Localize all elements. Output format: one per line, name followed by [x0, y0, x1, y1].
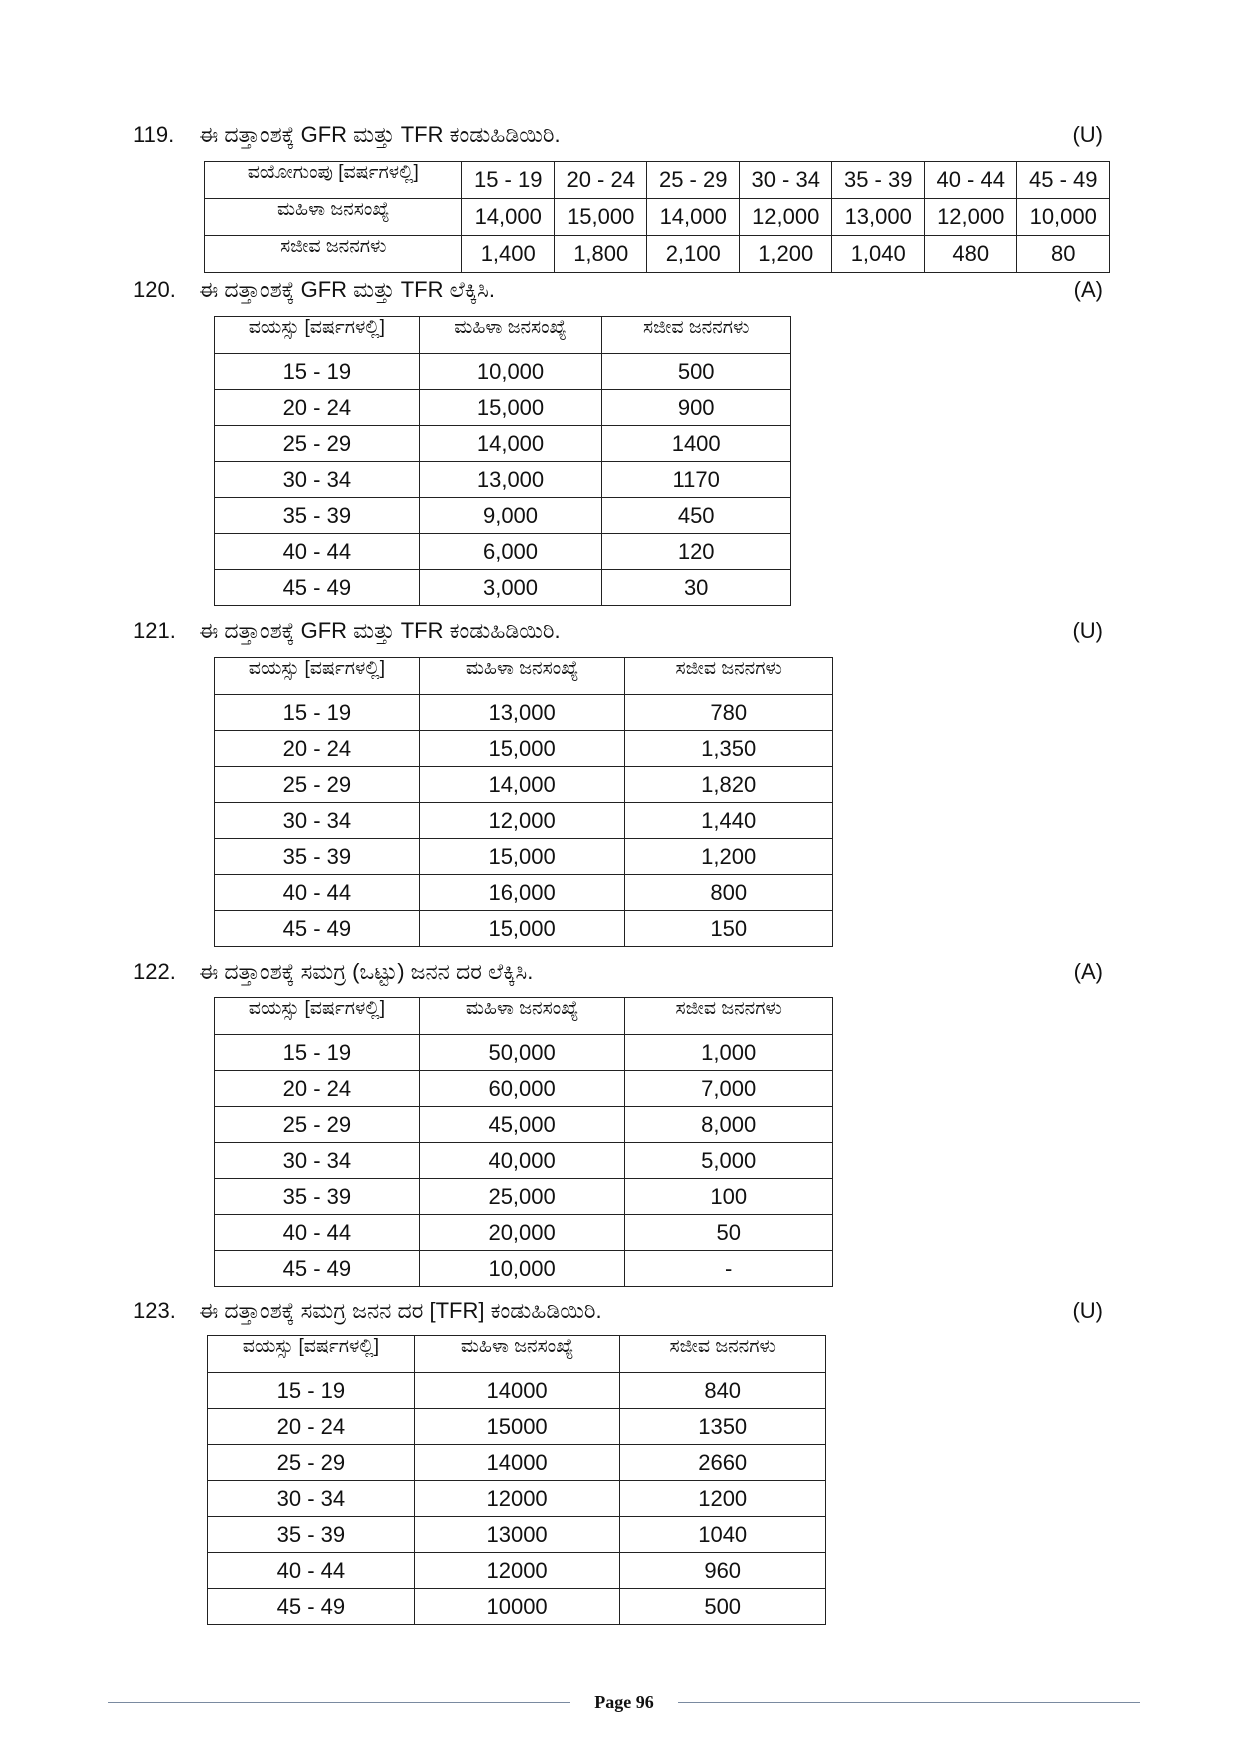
table-row — [208, 1481, 826, 1517]
table-cell: 25 - 29 — [215, 767, 420, 803]
table-cell: 50,000 — [419, 1035, 625, 1071]
table-cell: 1400 — [602, 426, 791, 462]
column-header: ಸಜೀವ ಜನನಗಳು — [625, 658, 833, 695]
table-cell: 30 - 34 — [208, 1481, 415, 1517]
table-row — [215, 695, 833, 731]
column-header: ವಯಸ್ಸು [ವರ್ಷಗಳಲ್ಲಿ] — [208, 1336, 415, 1373]
table-cell: 10000 — [414, 1589, 620, 1625]
table-cell: 30 - 34 — [739, 162, 832, 199]
question-text: ಈ ದತ್ತಾಂಶಕ್ಕೆ ಸಮಗ್ರ (ಒಟ್ಟು) ಜನನ ದರ ಲೆಕ್ಕಿಸಿ. — [199, 959, 534, 984]
question-tag: (A) — [1073, 277, 1103, 302]
table-cell: 25 - 29 — [208, 1445, 415, 1481]
column-header: ವಯಸ್ಸು [ವರ್ಷಗಳಲ್ಲಿ] — [215, 317, 420, 354]
table-cell: 12000 — [414, 1553, 620, 1589]
table-cell: 20 - 24 — [215, 731, 420, 767]
table-cell: 45 - 49 — [215, 570, 420, 606]
table-row — [205, 199, 1110, 236]
table-cell: 1,200 — [739, 236, 832, 273]
table-cell: 15,000 — [419, 911, 625, 947]
column-header: ಸಜೀವ ಜನನಗಳು — [602, 317, 791, 354]
table-cell: 1200 — [620, 1481, 826, 1517]
table-header-row — [215, 998, 833, 1035]
table-cell: 25,000 — [419, 1179, 625, 1215]
table-cell: 30 - 34 — [215, 462, 420, 498]
question-text: ಈ ದತ್ತಾಂಶಕ್ಕೆ GFR ಮತ್ತು TFR ಕಂಡುಹಿಡಿಯಿರಿ. — [199, 122, 561, 147]
table-cell: 30 - 34 — [215, 1143, 420, 1179]
data-table-122 — [214, 997, 833, 1287]
table-row — [215, 839, 833, 875]
table-row — [215, 1179, 833, 1215]
table-row — [215, 731, 833, 767]
table-cell: 13000 — [414, 1517, 620, 1553]
table-row — [215, 1035, 833, 1071]
table-cell: 45 - 49 — [208, 1589, 415, 1625]
column-header: ಮಹಿಳಾ ಜನಸಂಖ್ಯೆ — [419, 317, 602, 354]
table-cell: 15,000 — [419, 731, 625, 767]
question-123 — [133, 1296, 1103, 1326]
data-table-119 — [204, 161, 1110, 273]
table-cell: 15,000 — [554, 199, 647, 236]
question-number: 120. — [133, 277, 176, 302]
table-cell: 1170 — [602, 462, 791, 498]
table-row — [215, 803, 833, 839]
table-row — [215, 462, 791, 498]
table-row — [215, 354, 791, 390]
page-footer — [108, 1690, 1140, 1714]
table-row — [215, 1251, 833, 1287]
table-cell: 40 - 44 — [924, 162, 1017, 199]
question-tag: (A) — [1073, 959, 1103, 984]
table-row — [215, 875, 833, 911]
table-header-row — [215, 658, 833, 695]
table-row — [215, 911, 833, 947]
table-cell: 100 — [625, 1179, 833, 1215]
table-cell: 15,000 — [419, 390, 602, 426]
table-cell: 20 - 24 — [208, 1409, 415, 1445]
column-header: ಸಜೀವ ಜನನಗಳು — [625, 998, 833, 1035]
table-cell: 8,000 — [625, 1107, 833, 1143]
table-cell: 10,000 — [1017, 199, 1110, 236]
table-header-row — [208, 1336, 826, 1373]
table-row — [215, 1071, 833, 1107]
table-cell: 14,000 — [419, 426, 602, 462]
table-cell: 15,000 — [419, 839, 625, 875]
table-row — [215, 534, 791, 570]
table-cell: 20 - 24 — [215, 390, 420, 426]
table-cell: 120 — [602, 534, 791, 570]
data-table-121 — [214, 657, 833, 947]
table-cell: 12,000 — [419, 803, 625, 839]
table-row — [208, 1553, 826, 1589]
column-header: ವಯಸ್ಸು [ವರ್ಷಗಳಲ್ಲಿ] — [215, 998, 420, 1035]
table-cell: 35 - 39 — [215, 839, 420, 875]
table-cell: 50 — [625, 1215, 833, 1251]
row-label: ಸಜೀವ ಜನನಗಳು — [205, 236, 462, 273]
table-row — [208, 1517, 826, 1553]
table-cell: 25 - 29 — [215, 1107, 420, 1143]
table-cell: 40 - 44 — [215, 534, 420, 570]
table-cell: 780 — [625, 695, 833, 731]
question-120 — [133, 275, 1103, 305]
table-cell: 500 — [620, 1589, 826, 1625]
table-cell: 15 - 19 — [215, 1035, 420, 1071]
table-cell: 45 - 49 — [215, 1251, 420, 1287]
column-header: ಮಹಿಳಾ ಜನಸಂಖ್ಯೆ — [419, 658, 625, 695]
table-cell: 150 — [625, 911, 833, 947]
question-number: 122. — [133, 959, 176, 984]
question-122 — [133, 957, 1103, 987]
table-cell: 15 - 19 — [208, 1373, 415, 1409]
table-cell: 14000 — [414, 1445, 620, 1481]
table-row — [215, 767, 833, 803]
table-cell: 13,000 — [419, 462, 602, 498]
table-cell: 30 — [602, 570, 791, 606]
table-cell: 800 — [625, 875, 833, 911]
column-header: ಮಹಿಳಾ ಜನಸಂಖ್ಯೆ — [419, 998, 625, 1035]
table-cell: 40 - 44 — [215, 1215, 420, 1251]
table-row — [208, 1373, 826, 1409]
table-cell: 45,000 — [419, 1107, 625, 1143]
table-cell: 40 - 44 — [208, 1553, 415, 1589]
table-cell: 450 — [602, 498, 791, 534]
table-row — [215, 1143, 833, 1179]
column-header: ಮಹಿಳಾ ಜನಸಂಖ್ಯೆ — [414, 1336, 620, 1373]
question-121 — [133, 616, 1103, 646]
table-cell: 15 - 19 — [215, 354, 420, 390]
table-cell: 960 — [620, 1553, 826, 1589]
table-row — [205, 236, 1110, 273]
table-row — [215, 426, 791, 462]
table-cell: 13,000 — [832, 199, 925, 236]
table-cell: 900 — [602, 390, 791, 426]
table-row — [215, 498, 791, 534]
column-header: ವಯಸ್ಸು [ವರ್ಷಗಳಲ್ಲಿ] — [215, 658, 420, 695]
table-cell: 35 - 39 — [208, 1517, 415, 1553]
table-row — [215, 1215, 833, 1251]
table-cell: 10,000 — [419, 1251, 625, 1287]
data-table-120 — [214, 316, 791, 606]
table-cell: 25 - 29 — [215, 426, 420, 462]
table-cell: 20,000 — [419, 1215, 625, 1251]
table-cell: 14,000 — [647, 199, 740, 236]
question-tag: (U) — [1072, 122, 1103, 147]
table-cell: 15 - 19 — [462, 162, 555, 199]
table-cell: 3,000 — [419, 570, 602, 606]
table-cell: 20 - 24 — [215, 1071, 420, 1107]
table-cell: 2660 — [620, 1445, 826, 1481]
question-tag: (U) — [1072, 618, 1103, 643]
table-cell: 15 - 19 — [215, 695, 420, 731]
table-cell: 1350 — [620, 1409, 826, 1445]
table-cell: 1,200 — [625, 839, 833, 875]
question-text: ಈ ದತ್ತಾಂಶಕ್ಕೆ GFR ಮತ್ತು TFR ಲೆಕ್ಕಿಸಿ. — [199, 277, 495, 302]
table-cell: 14,000 — [462, 199, 555, 236]
table-cell: 40 - 44 — [215, 875, 420, 911]
question-number: 119. — [133, 122, 175, 147]
table-cell: 6,000 — [419, 534, 602, 570]
table-row — [215, 570, 791, 606]
table-cell: 45 - 49 — [215, 911, 420, 947]
table-cell: 7,000 — [625, 1071, 833, 1107]
table-cell: 25 - 29 — [647, 162, 740, 199]
table-cell: 1,000 — [625, 1035, 833, 1071]
table-cell: 14000 — [414, 1373, 620, 1409]
table-cell: 1,440 — [625, 803, 833, 839]
table-cell: 45 - 49 — [1017, 162, 1110, 199]
table-cell: 13,000 — [419, 695, 625, 731]
table-cell: 5,000 — [625, 1143, 833, 1179]
table-cell: 35 - 39 — [215, 1179, 420, 1215]
table-cell: 1,800 — [554, 236, 647, 273]
table-row — [215, 390, 791, 426]
table-cell: 30 - 34 — [215, 803, 420, 839]
table-row — [208, 1409, 826, 1445]
table-cell: 15000 — [414, 1409, 620, 1445]
table-cell: 1,350 — [625, 731, 833, 767]
table-cell: 80 — [1017, 236, 1110, 273]
table-cell: 2,100 — [647, 236, 740, 273]
table-row — [208, 1589, 826, 1625]
table-cell: 12,000 — [924, 199, 1017, 236]
table-cell: 16,000 — [419, 875, 625, 911]
question-text: ಈ ದತ್ತಾಂಶಕ್ಕೆ ಸಮಗ್ರ ಜನನ ದರ [TFR] ಕಂಡುಹಿಡಿಯಿರಿ. — [199, 1298, 602, 1323]
column-header: ಸಜೀವ ಜನನಗಳು — [620, 1336, 826, 1373]
table-cell: 12000 — [414, 1481, 620, 1517]
table-row — [215, 1107, 833, 1143]
page-number: Page 96 — [108, 1690, 1140, 1714]
table-cell: 60,000 — [419, 1071, 625, 1107]
table-cell: 40,000 — [419, 1143, 625, 1179]
table-cell: 12,000 — [739, 199, 832, 236]
row-label: ಮಹಿಳಾ ಜನಸಂಖ್ಯೆ — [205, 199, 462, 236]
table-cell: - — [625, 1251, 833, 1287]
table-row — [208, 1445, 826, 1481]
table-cell: 14,000 — [419, 767, 625, 803]
table-cell: 1,820 — [625, 767, 833, 803]
table-cell: 840 — [620, 1373, 826, 1409]
table-cell: 1,400 — [462, 236, 555, 273]
table-cell: 1,040 — [832, 236, 925, 273]
question-number: 123. — [133, 1298, 176, 1323]
table-cell: 20 - 24 — [554, 162, 647, 199]
table-cell: 9,000 — [419, 498, 602, 534]
table-row — [205, 162, 1110, 199]
row-label: ವಯೋಗುಂಪು [ವರ್ಷಗಳಲ್ಲಿ] — [205, 162, 462, 199]
question-number: 121. — [133, 618, 176, 643]
table-cell: 480 — [924, 236, 1017, 273]
table-cell: 35 - 39 — [215, 498, 420, 534]
table-header-row — [215, 317, 791, 354]
table-cell: 1040 — [620, 1517, 826, 1553]
question-119 — [133, 120, 1103, 150]
table-cell: 500 — [602, 354, 791, 390]
data-table-123 — [207, 1335, 826, 1625]
question-tag: (U) — [1072, 1298, 1103, 1323]
question-text: ಈ ದತ್ತಾಂಶಕ್ಕೆ GFR ಮತ್ತು TFR ಕಂಡುಹಿಡಿಯಿರಿ. — [199, 618, 561, 643]
table-cell: 35 - 39 — [832, 162, 925, 199]
table-cell: 10,000 — [419, 354, 602, 390]
